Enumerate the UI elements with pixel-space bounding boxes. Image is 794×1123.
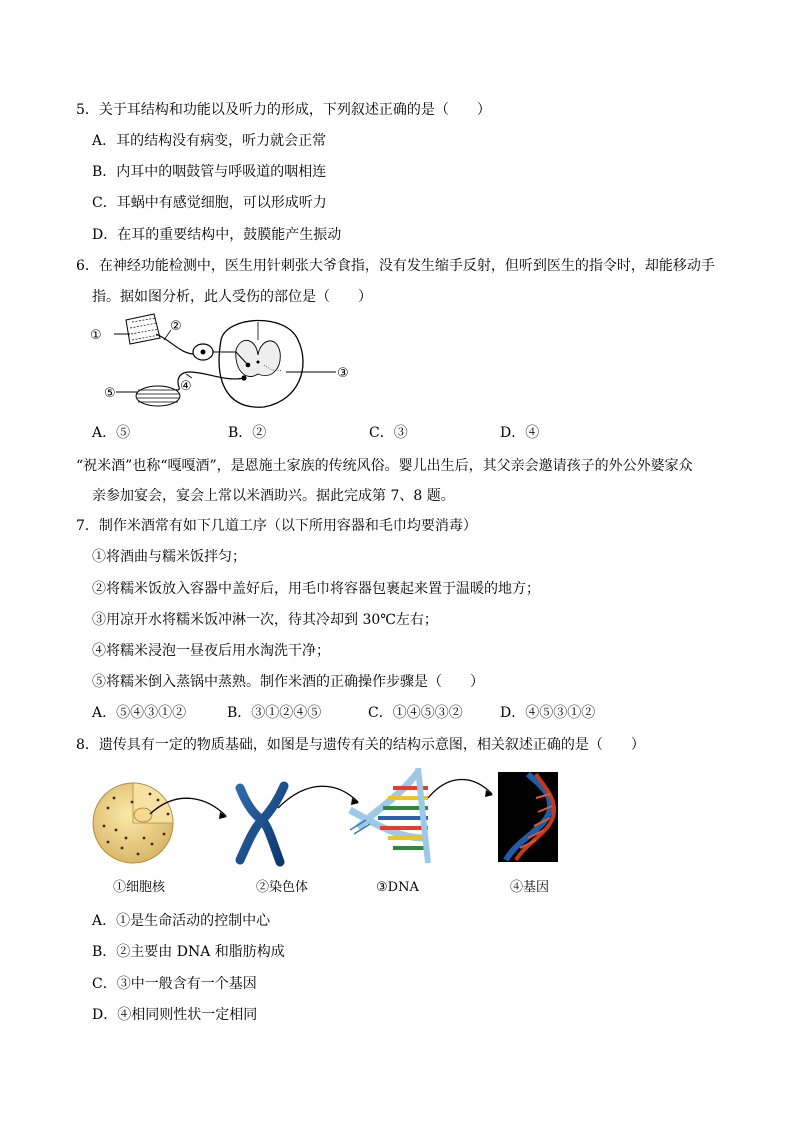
spinal-cord-shape: [219, 320, 303, 407]
q6-stem-line2: 指。据如图分析，此人受伤的部位是（ ）: [92, 289, 372, 305]
gene-image: [498, 772, 558, 862]
caption-dna: ③DNA: [376, 880, 419, 895]
figure-label-1: ①: [90, 328, 102, 343]
q5-option-d: D．在耳的重要结构中，鼓膜能产生振动: [92, 227, 342, 243]
caption-chromosome: ②染色体: [256, 880, 309, 895]
chromosome-image: [240, 786, 284, 862]
reflex-arc-figure: [86, 310, 366, 415]
nucleus-image: [93, 783, 173, 863]
arrow-2: [278, 786, 358, 808]
q7-option-d: D．④⑤③①②: [500, 705, 596, 721]
q6-option-b: B．②: [228, 425, 267, 441]
receptor-skin-shape: [126, 314, 160, 344]
passage-line2: 亲参加宴会，宴会上常以米酒助兴。据此完成第 7、8 题。: [92, 488, 455, 504]
q7-step-4: ④将糯米浸泡一昼夜后用水淘洗干净；: [92, 643, 330, 659]
caption-nucleus: ①细胞核: [113, 880, 166, 895]
q8-stem: 8．遗传具有一定的物质基础，如图是与遗传有关的结构示意图，相关叙述正确的是（ ）: [76, 737, 645, 753]
genetics-figure: [88, 768, 568, 868]
q8-option-c: C．③中一般含有一个基因: [92, 976, 257, 992]
q5-stem: 5．关于耳结构和功能以及听力的形成，下列叙述正确的是（ ）: [76, 102, 491, 118]
q6-stem-line1: 6．在神经功能检测中，医生用针刺张大爷食指，没有发生缩手反射，但听到医生的指令时，却能移动手: [76, 258, 715, 274]
caption-gene: ④基因: [510, 880, 550, 895]
ganglion-dot: [201, 350, 206, 355]
q7-option-c: C．①④⑤③②: [368, 705, 463, 721]
q7-step-5: ⑤将糯米倒入蒸锅中蒸熟。制作米酒的正确操作步骤是（ ）: [92, 674, 484, 690]
dna-image: [350, 768, 428, 863]
q5-option-b: B．内耳中的咽鼓管与呼吸道的咽相连: [92, 164, 327, 180]
arrow-3: [428, 779, 492, 798]
q6-option-c: C．③: [369, 425, 408, 441]
q7-option-a: A．⑤④③①②: [92, 705, 187, 721]
q8-option-d: D．④相同则性状一定相同: [92, 1007, 258, 1023]
q6-option-d: D．④: [500, 425, 540, 441]
q7-stem: 7．制作米酒常有如下几道工序（以下所用容器和毛巾均要消毒）: [76, 518, 477, 534]
passage-line1: “祝米酒”也称“嘎嘎酒”，是恩施土家族的传统风俗。婴儿出生后，其父亲会邀请孩子的外公外婆家众: [76, 458, 693, 474]
effector-muscle-shape: [136, 386, 180, 406]
q7-option-b: B．③①②④⑤: [227, 705, 322, 721]
figure-label-3: ③: [337, 366, 349, 381]
q5-option-a: A．耳的结构没有病变，听力就会正常: [92, 133, 327, 149]
q7-step-1: ①将酒曲与糯米饭拌匀；: [92, 549, 246, 565]
q5-option-c: C．耳蜗中有感觉细胞，可以形成听力: [92, 195, 327, 211]
q8-option-b: B．②主要由 DNA 和脂肪构成: [92, 944, 285, 960]
label-line-4: [186, 374, 192, 378]
q6-option-a: A．⑤: [92, 425, 131, 441]
figure-label-2: ②: [170, 319, 182, 334]
figure-label-4: ④: [180, 379, 192, 394]
figure-label-5: ⑤: [104, 386, 116, 401]
q7-step-2: ②将糯米饭放入容器中盖好后，用毛巾将容器包裹起来置于温暖的地方；: [92, 581, 540, 597]
q8-option-a: A．①是生命活动的控制中心: [92, 913, 271, 929]
q7-step-3: ③用凉开水将糯米饭冲淋一次，待其冷却到 30℃左右；: [92, 612, 438, 628]
